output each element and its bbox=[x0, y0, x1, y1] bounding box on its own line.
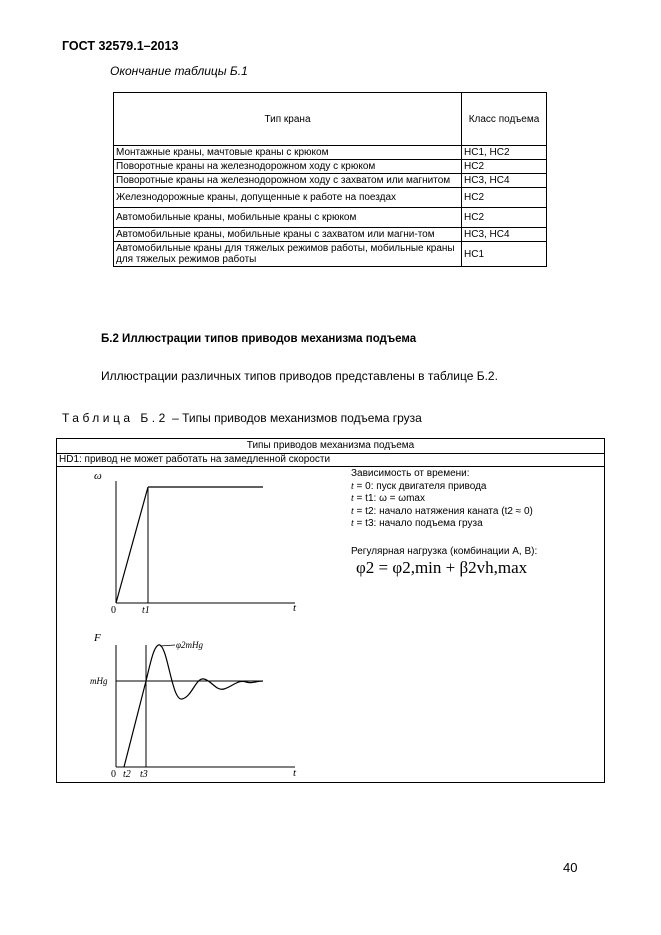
t-var: t bbox=[351, 480, 354, 492]
desc-title: Зависимость от времени: bbox=[351, 468, 470, 479]
desc-line bbox=[351, 506, 533, 519]
cell-hoist-class: HC2 bbox=[462, 160, 547, 174]
desc-text: = t1: ω = ωmax bbox=[353, 493, 425, 504]
t3-label: t3 bbox=[140, 769, 148, 780]
dynamic-factor-formula: φ2 = φ2,min + β2vh,max bbox=[356, 558, 528, 577]
table-row bbox=[114, 242, 547, 267]
table-row bbox=[114, 228, 547, 242]
caption-prefix: Таблица Б.2 bbox=[62, 411, 169, 425]
table-b2-row-label: HD1: привод не может работать на замедленной скорости bbox=[57, 454, 604, 467]
document-code: ГОСТ 32579.1–2013 bbox=[62, 39, 179, 53]
cell-crane-type: Поворотные краны на железнодорожном ходу с захватом или магнитом bbox=[114, 174, 462, 188]
cell-crane-type: Автомобильные краны для тяжелых режимов работы, мобильные краны для тяжелых режимов работы bbox=[114, 242, 462, 267]
table-b1 bbox=[113, 92, 547, 267]
force-response-curve bbox=[124, 645, 263, 767]
section-heading: Б.2 Иллюстрации типов приводов механизма подъема bbox=[101, 333, 417, 345]
cell-crane-type: Автомобильные краны, мобильные краны с захватом или магни-том bbox=[114, 228, 462, 242]
t-axis-label: t bbox=[293, 602, 297, 614]
table-b2-caption bbox=[62, 411, 422, 425]
desc-line bbox=[351, 518, 533, 531]
t-var: t bbox=[351, 493, 354, 504]
cell-hoist-class: HC2 bbox=[462, 188, 547, 208]
desc-line bbox=[351, 481, 533, 494]
mhg-label: mHg bbox=[90, 676, 108, 686]
column-header-hoist-class: Класс подъема bbox=[462, 93, 547, 146]
section-paragraph: Иллюстрации различных типов приводов представлены в таблице Б.2. bbox=[101, 369, 498, 383]
cell-crane-type: Железнодорожные краны, допущенные к работе на поездах bbox=[114, 188, 462, 208]
table-row bbox=[114, 174, 547, 188]
f-axis-label: F bbox=[94, 632, 101, 644]
omega-axis-label: ω bbox=[94, 470, 102, 482]
origin-label: 0 bbox=[111, 769, 116, 780]
cell-hoist-class: HC1 bbox=[462, 242, 547, 267]
t2-label: t2 bbox=[123, 769, 131, 780]
cell-crane-type: Монтажные краны, мачтовые краны с крюком bbox=[114, 146, 462, 160]
time-dependence-description bbox=[351, 468, 533, 531]
t1-label: t1 bbox=[142, 605, 150, 616]
t-axis-label: t bbox=[293, 767, 297, 779]
origin-label: 0 bbox=[111, 605, 116, 616]
cell-hoist-class: HC2 bbox=[462, 208, 547, 228]
table-row bbox=[114, 188, 547, 208]
drive-graphs bbox=[80, 465, 350, 783]
cell-hoist-class: HC1, HC2 bbox=[462, 146, 547, 160]
omega-ramp-line bbox=[116, 487, 148, 603]
desc-line bbox=[351, 493, 533, 506]
desc-text: = t2: начало натяжения каната (t2 ≈ 0) bbox=[353, 505, 533, 517]
t-var: t bbox=[351, 505, 354, 517]
table-b1-caption: Окончание таблицы Б.1 bbox=[110, 64, 248, 78]
desc-text: = t3: начало подъема груза bbox=[353, 518, 483, 529]
desc-text: = 0: пуск двигателя привода bbox=[353, 480, 487, 492]
load-label: Регулярная нагрузка (комбинации A, B): bbox=[351, 546, 538, 557]
cell-hoist-class: HC3, HC4 bbox=[462, 174, 547, 188]
t-var: t bbox=[351, 518, 354, 529]
cell-hoist-class: HC3, HC4 bbox=[462, 228, 547, 242]
caption-text: – Типы приводов механизмов подъема груза bbox=[168, 411, 422, 425]
cell-crane-type: Автомобильные краны, мобильные краны с крюком bbox=[114, 208, 462, 228]
column-header-crane-type: Тип крана bbox=[114, 93, 462, 146]
table-row bbox=[114, 208, 547, 228]
table-row bbox=[114, 160, 547, 174]
table-row bbox=[114, 146, 547, 160]
peak-label: φ2mHg bbox=[176, 640, 203, 650]
table-b2-header: Типы приводов механизма подъема bbox=[57, 439, 604, 454]
cell-crane-type: Поворотные краны на железнодорожном ходу с крюком bbox=[114, 160, 462, 174]
page-number: 40 bbox=[563, 860, 578, 875]
